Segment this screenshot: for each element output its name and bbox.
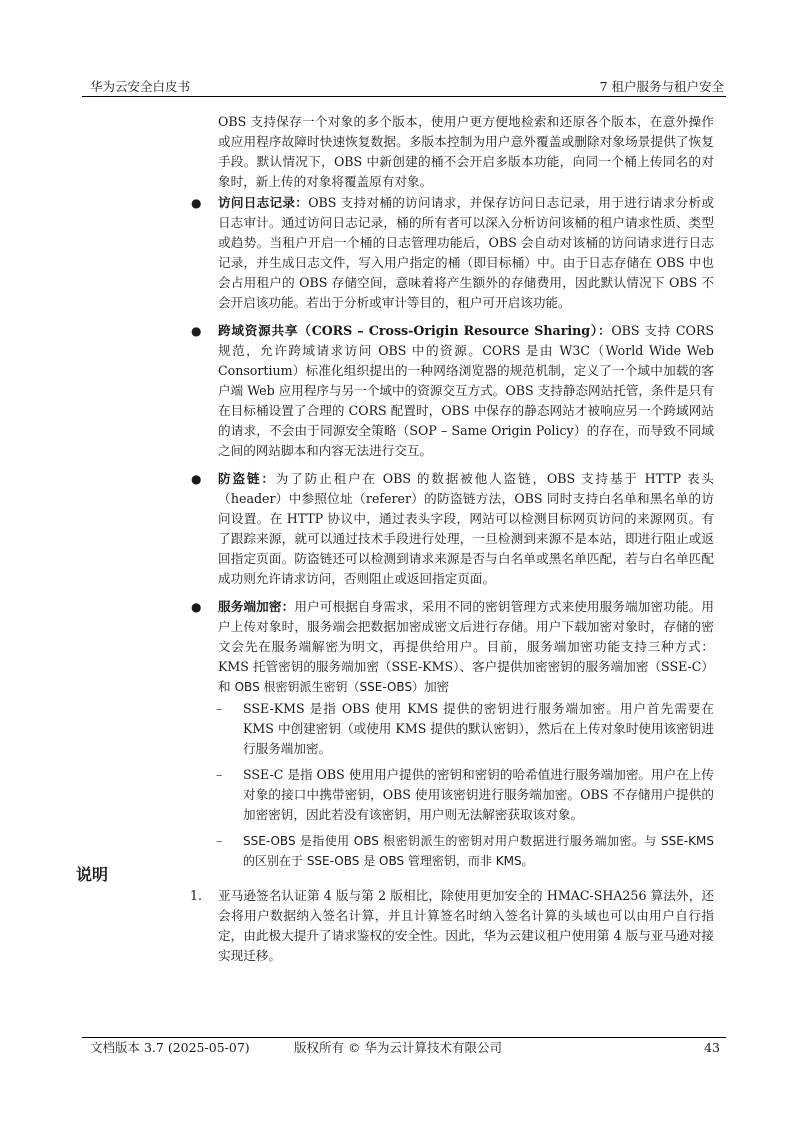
sub-item-text: SSE-KMS 是指 OBS 使用 KMS 提供的密钥进行服务端加密。用户首先需要在 KMS 中创建密钥（或使用 KMS 提供的默认密钥），然后在上传对象时使用该密钥进行服务端加密。 (243, 701, 714, 756)
bullet-icon: ● (191, 196, 202, 210)
footer-page-number: 43 (704, 1040, 720, 1055)
bullet-text: 用户可根据自身需求，采用不同的密钥管理方式来使用服务端加密功能。用户上传对象时，服务端会把数据加密成密文后进行存储。用户下载加密对象时，存储的密文会先在服务端解密为明文，再提供给用户。目前，服务端加密功能支持三种方式：KMS 托管密钥的服务端加密（SSE-KMS）、客户提供加密密钥的服务端加密（SSE-C）和 (218, 599, 715, 694)
bullet-title: 访问日志记录： (218, 195, 309, 210)
note-heading: 说明 (76, 865, 109, 884)
footer-doc-version: 文档版本 3.7 (2025-05-07) (90, 1040, 250, 1055)
note-list (190, 886, 714, 966)
bullet-access-log (191, 193, 714, 313)
bullet-text-sse-obs: OBS 根密钥派生密钥（SSE-OBS） (234, 680, 425, 694)
feature-bullet-list (191, 193, 715, 879)
dash-icon: – (216, 767, 223, 782)
header-chapter-title: 7 租户服务与租户安全 (599, 79, 724, 94)
sub-item-sse-kms (213, 699, 714, 759)
sub-item-sse-c (213, 765, 714, 825)
bullet-title: 防盗链： (218, 471, 276, 486)
page-header (82, 78, 726, 97)
bullet-title: 跨域资源共享（CORS – Cross-Origin Resource Sharing）： (218, 323, 612, 338)
header-doc-title: 华为云安全白皮书 (90, 79, 191, 94)
bullet-title: 服务端加密： (218, 599, 295, 614)
sub-item-sse-obs (213, 831, 714, 871)
dash-icon: – (216, 701, 223, 716)
intro-paragraph: OBS 支持保存一个对象的多个版本，使用户更方便地检索和还原各个版本，在意外操作或应用程序故障时快速恢复数据。多版本控制为用户意外覆盖或删除对象场景提供了恢复手段。默认情况下，OBS 中新创建的桶不会开启多版本功能，向同一个桶上传同名的对象时，新上传的对象将覆盖原有对象。 (218, 114, 714, 189)
footer-copyright: 版权所有 © 华为云计算技术有限公司 (294, 1040, 502, 1055)
note-number: 1. (190, 888, 203, 903)
note-text: 亚马逊签名认证第 4 版与第 2 版相比，除使用更加安全的 HMAC-SHA256 算法外，还会将用户数据纳入签名计算，并且计算签名时纳入签名计算的头域也可以由用户自行指定，由此极大提升了请求鉴权的安全性。因此，华为云建议租户使用第 4 版与亚马逊对接实现迁移。 (218, 888, 714, 963)
bullet-icon: ● (191, 324, 202, 338)
dash-icon: – (216, 833, 223, 848)
sub-item-text: SSE-C 是指 OBS 使用用户提供的密钥和密钥的哈希值进行服务端加密。用户在上传对象的接口中携带密钥，OBS 使用该密钥进行服务端加密。OBS 不存储用户提供的加密密钥，因此若没有该密钥，用户则无法解密获取该对象。 (243, 767, 714, 822)
encryption-sub-list (218, 699, 714, 871)
bullet-text: 为了防止租户在 OBS 的数据被他人盗链，OBS 支持基于 HTTP 表头（header）中参照位址（referer）的防盗链方法，OBS 同时支持白名单和黑名单的访问设置。在 HTTP 协议中，通过表头字段，网站可以检测目标网页访问的来源网页。有了跟踪来源，就可以通过技术手段进行处理，一旦检测到来源不是本站，即进行阻止或返回指定页面。防盗链还可以检测到请求来源是否与白名单或黑名单匹配，若与白名单匹配成功则允许请求访问，否则阻止或返回指定页面。 (218, 471, 715, 586)
note-item (190, 886, 714, 966)
bullet-icon: ● (191, 472, 202, 486)
page-footer (82, 1037, 726, 1058)
bullet-server-side-encryption (191, 597, 715, 871)
bullet-cors (191, 321, 714, 461)
bullet-icon: ● (191, 600, 202, 614)
bullet-text: OBS 支持对桶的访问请求，并保存访问日志记录，用于进行请求分析或日志审计。通过访问日志记录，桶的所有者可以深入分析访问该桶的租户请求性质、类型或趋势。当租户开启一个桶的日志管理功能后，OBS 会自动对该桶的访问请求进行日志记录，并生成日志文件，写入用户指定的桶（即目标桶）中。由于日志存储在 OBS 中也会占用租户的 OBS 存储空间，意味着将产生额外的存储费用，因此默认情况下 OBS 不会开启该功能。若出于分析或审计等目的，租户可开启该功能。 (218, 195, 714, 310)
bullet-anti-leech (191, 469, 715, 589)
bullet-text-tail: 加密 (424, 679, 450, 694)
sub-item-text: SSE-OBS 是指使用 OBS 根密钥派生的密钥对用户数据进行服务端加密。与 SSE-KMS 的区别在于 SSE-OBS 是 OBS 管理密钥，而非 KMS。 (243, 834, 714, 868)
bullet-text: OBS 支持 CORS 规范，允许跨域请求访问 OBS 中的资源。CORS 是由 W3C（World Wide Web Consortium）标准化组织提出的一种网络浏览器的规范机制，定义了一个域中加载的客户端 Web 应用程序与另一个域中的资源交互方式。OBS 支持静态网站托管，条件是只有在目标桶设置了合理的 CORS 配置时，OBS 中保存的静态网站才被响应另一个跨域网站的请求，不会由于同源安全策略（SOP – Same Origin Policy）的存在，而导致不同域之间的网站脚本和内容无法进行交互。 (218, 323, 714, 458)
